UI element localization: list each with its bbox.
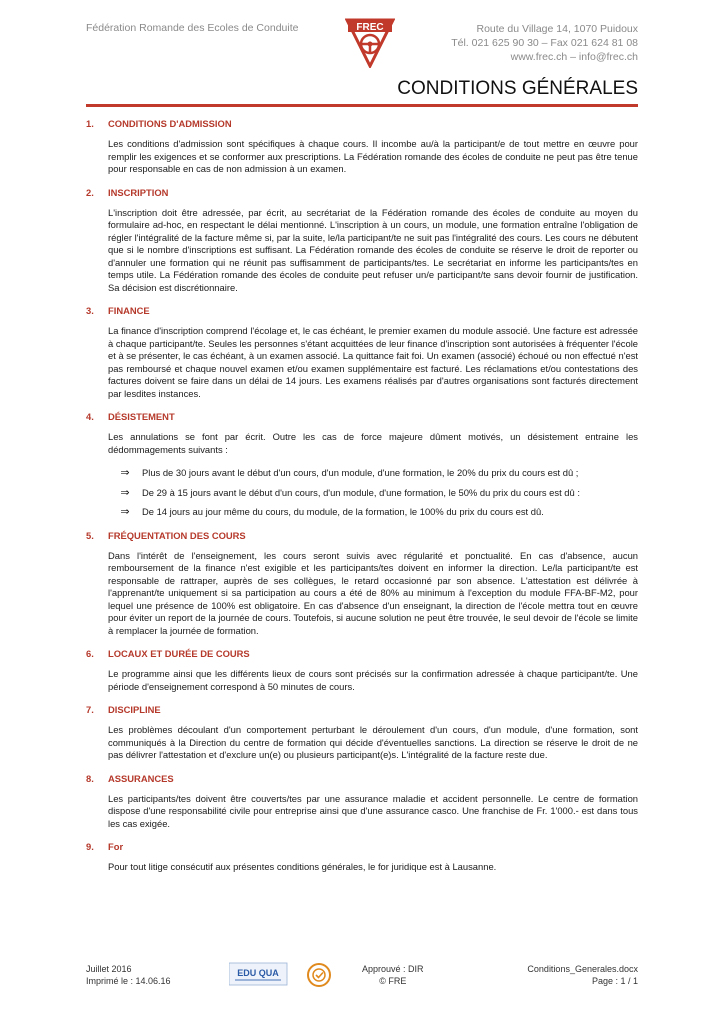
section-text: Les problèmes découlant d'un comportement perturbant le déroulement d'un cours, d'un module, d'une formation, sont communiqués à la Direction du centre de formation qui décide d'éventuelles sanctions. La direction se réserve le droit de ne pas délivrer l'attestation et d'exclure un(e) ou plusieurs participant(e)s. L'intégralité de la facture reste due.	[108, 724, 638, 760]
section-text: Les participants/tes doivent être couverts/tes par une assurance maladie et accident personnelle. Le centre de formation dispose d'une responsabilité civile pour entreprise ainsi que d'une assurance casco. Une franchise de Fr. 1'000.- est dans tous les cas exigée.	[108, 792, 638, 829]
address: Route du Village 14, 1070 Puidoux	[476, 23, 638, 35]
section-admission	[86, 118, 638, 176]
section-heading: DÉSISTEMENT	[108, 411, 175, 422]
certification-seal-icon	[304, 961, 334, 991]
section-text: L'inscription doit être adressée, par écrit, au secrétariat de la Fédération romande des écoles de conduite au moyen du formulaire ad-hoc, en respectant le délai mentionné. L'inscription à un cours, un module, une formation entraîne l'obligation de régler l'intégralité de la facture même si, par la suite, le/la participant/te ne suit pas l'intégralité des cours. Les cours ne débutent que si le nombre d'inscriptions est suffisant. La Fédération romande des écoles de conduite se réserve le droit de reporter ou d'annuler une formation qui ne réunit pas suffisamment de participants/tes. Le secrétariat en informe les participants/tes en temps utile. La Fédération romande des écoles de conduite peut refuser un/e participant/te sans devoir fournir de justification. Sa décision est discrétionnaire.	[108, 206, 638, 293]
logo-text: FREC	[356, 22, 384, 33]
list-item: ⇒ De 29 à 15 jours avant le début d'un cours, d'un module, d'une formation, le 50% du prix du cours est dû :	[108, 487, 638, 500]
organization-name: Fédération Romande des Ecoles de Conduite	[86, 22, 299, 34]
section-heading: LOCAUX ET DURÉE DE COURS	[108, 648, 250, 659]
section-inscription	[86, 187, 638, 295]
section-number: 6.	[86, 648, 94, 659]
section-finance	[86, 305, 638, 400]
arrow-icon: ⇒	[120, 486, 130, 499]
section-heading: INSCRIPTION	[108, 186, 169, 198]
section-number: 3.	[86, 305, 94, 316]
section-heading: DISCIPLINE	[108, 704, 161, 715]
page-footer	[86, 963, 638, 993]
cancellation-list	[108, 467, 638, 519]
section-locaux	[86, 648, 638, 693]
section-text: La finance d'inscription comprend l'écolage et, le cas échéant, le premier examen du module associé. Une facture est adressée à chaque participant/te. Seules les personnes s'étant acquittées de leur finance d'inscription sont autorisées à fréquenter l'école et à se présenter, le cas échéant, à un examen associé. La quittance fait foi. Un examen (associé) échoué ou non effectué n'est pas remboursé et chaque nouvel examen et/ou examen supplémentaire est facturé. Les réclamations et/ou contestations des factures doivent se faire dans un délai de 14 jours. Les examens réalisés par d'autres organisations sont facturés directement par lesdites instances.	[108, 325, 638, 399]
section-desistement	[86, 411, 638, 519]
eduqua-logo	[229, 961, 289, 989]
web-email: www.frec.ch – info@frec.ch	[510, 51, 638, 63]
list-item: ⇒ De 14 jours au jour même du cours, du module, de la formation, le 100% du prix du cours est dû.	[108, 506, 638, 519]
section-number: 4.	[86, 411, 94, 422]
section-number: 8.	[86, 772, 94, 784]
section-assurances	[86, 773, 638, 831]
conditions-content	[86, 118, 638, 885]
section-text: Les annulations se font par écrit. Outre les cas de force majeure dûment motivés, un désistement entraine les dédommagements suivants :	[108, 431, 638, 455]
eduqua-text: EDU QUA	[237, 968, 279, 978]
footer-approval	[362, 963, 424, 987]
frec-logo	[345, 14, 395, 68]
section-discipline	[86, 704, 638, 762]
section-number: 2.	[86, 186, 94, 198]
footer-dates	[86, 963, 171, 987]
section-text: Dans l'intérêt de l'enseignement, les cours seront suivis avec régularité et ponctualité. En cas d'absence, aucun remboursement de la finance n'est exigible et les participants/tes doivent en informer la direction. Le/la participant/te est responsable de rattraper, auprès de ses collègues, le retard occasionné par son absence. L'attestation est délivrée à l'apprenant/te uniquement si sa participation au cours a été de 80% au minimum à l'exception du module FFA-BF-M2, pour lequel une présence de 100% est obligatoire. En cas d'absence d'un enseignant, la direction de l'école mettra tout en œuvre pour éviter un report de la journée de cours. Toutefois, si aucune solution ne peut être trouvée, le seul devoir de l'école se limite à remplacer la journée de formation.	[108, 549, 638, 636]
section-number: 1.	[86, 118, 94, 129]
section-text: Pour tout litige consécutif aux présentes conditions générales, le for juridique est à Lausanne.	[108, 861, 497, 872]
section-heading: FINANCE	[108, 305, 150, 316]
section-number: 9.	[86, 841, 94, 852]
approved-by: Approuvé : DIR	[362, 964, 424, 974]
section-heading: ASSURANCES	[108, 772, 174, 784]
print-date: Imprimé le : 14.06.16	[86, 976, 171, 986]
copyright: © FRE	[379, 976, 407, 986]
section-text: Le programme ainsi que les différents lieux de cours sont précisés sur la confirmation adressée à chaque participant/te. Une période d'enseignement correspond à 50 minutes de cours.	[108, 668, 638, 692]
page-title: CONDITIONS GÉNÉRALES	[86, 78, 638, 107]
phone-fax: Tél. 021 625 90 30 – Fax 021 624 81 08	[451, 37, 638, 49]
contact-block	[451, 22, 638, 64]
section-number: 5.	[86, 529, 94, 541]
section-for	[86, 841, 638, 874]
file-name: Conditions_Generales.docx	[527, 964, 638, 974]
list-item: ⇒ Plus de 30 jours avant le début d'un cours, d'un module, d'une formation, le 20% du prix du cours est dû ;	[108, 467, 638, 480]
section-frequentation	[86, 530, 638, 638]
section-number: 7.	[86, 704, 94, 715]
arrow-icon: ⇒	[120, 467, 130, 479]
section-heading: CONDITIONS D'ADMISSION	[108, 118, 232, 129]
document-date: Juillet 2016	[86, 964, 132, 974]
section-text: Les conditions d'admission sont spécifiques à chaque cours. Il incombe au/à la participant/e de tout mettre en œuvre pour remplir les exigences et se conformer aux prescriptions. La Fédération romande des écoles de conduite ne peut pas être tenue pour responsable en cas de non admission à un examen.	[108, 138, 638, 174]
footer-file-info	[527, 963, 638, 987]
page-number: Page : 1 / 1	[591, 976, 638, 986]
section-heading: FRÉQUENTATION DES COURS	[108, 529, 246, 541]
page-header	[0, 0, 725, 100]
section-heading: For	[108, 841, 124, 852]
arrow-icon: ⇒	[120, 506, 130, 518]
